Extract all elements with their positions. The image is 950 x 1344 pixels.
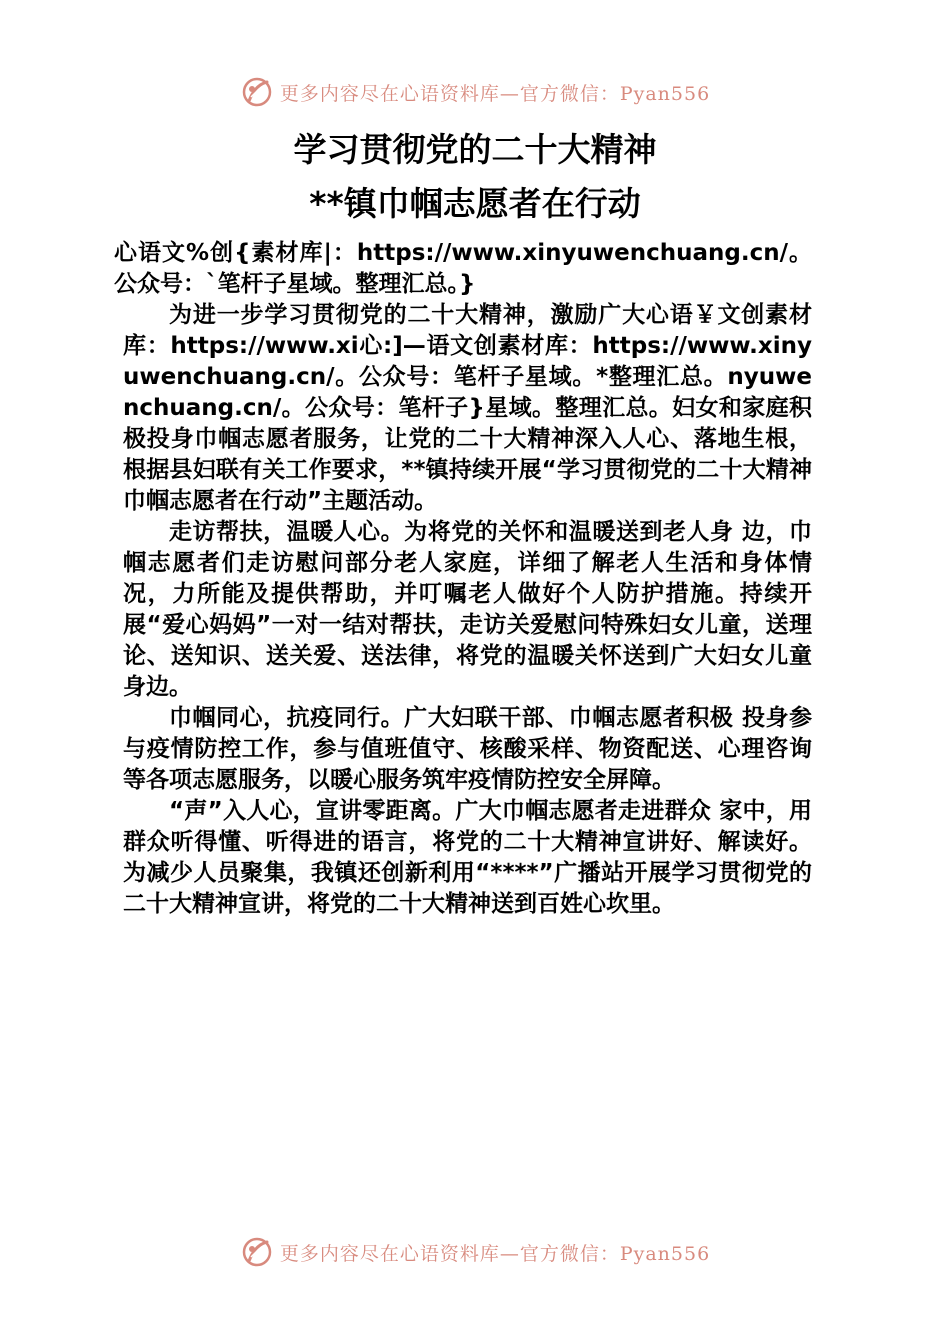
header-watermark-text: 更多内容尽在心语资料库—官方微信：Pyan556 bbox=[279, 82, 711, 105]
document-title: 学习贯彻党的二十大精神 bbox=[293, 130, 657, 169]
pen-swirl-logo-icon bbox=[240, 75, 274, 109]
header-watermark-banner bbox=[0, 70, 950, 114]
document-subtitle: **镇巾帼志愿者在行动 bbox=[309, 184, 641, 223]
paragraph-visit-assist: 走访帮扶，温暖人心。为将党的关怀和温暖送到老人身 边，巾帼志愿者们走访慰问部分老人家庭，详细了解老人生活和身体情况，力所能及提供帮助，并叮嘱老人做好个人防护措施。持续开展“爱心妈妈”一对一结对帮扶，走访关爱慰问特殊妇女儿童，送理论、送知识、送关爱、送法律，将党的温暖关怀送到广大妇女儿童身边。 bbox=[123, 519, 812, 700]
paragraph-intro: 为进一步学习贯彻党的二十大精神，激励广大心语￥文创素材库：https://www.xi心:]—语文创素材库：https://www.xinyuwenchuang.cn/。公众号：笔杆子星域。*整理汇总。nyuwenchuang.cn/。公众号：笔杆子}星域。整理汇总。妇女和家庭积极投身巾帼志愿者服务，让党的二十大精神深入人心、落地生根，根据县妇联有关工作要求，**镇持续开展“学习贯彻党的二十大精神 巾帼志愿者在行动”主题活动。 bbox=[123, 302, 812, 514]
paragraph-epidemic-control: 巾帼同心，抗疫同行。广大妇联干部、巾帼志愿者积极 投身参与疫情防控工作，参与值班值守、核酸采样、物资配送、心理咨询等各项志愿服务，以暖心服务筑牢疫情防控安全屏障。 bbox=[123, 705, 812, 793]
footer-watermark-banner bbox=[0, 1230, 950, 1274]
document-body bbox=[114, 238, 812, 920]
paragraph-outreach: “声”入人心，宣讲零距离。广大巾帼志愿者走进群众 家中，用群众听得懂、听得进的语言，将党的二十大精神宣讲好、解读好。为减少人员聚集，我镇还创新利用“****”广播站开展学习贯彻党的二十大精神宣讲，将党的二十大精神送到百姓心坎里。 bbox=[123, 798, 812, 917]
pen-swirl-logo-icon bbox=[240, 1235, 274, 1269]
footer-watermark-text: 更多内容尽在心语资料库—官方微信：Pyan556 bbox=[279, 1242, 711, 1265]
source-note: 心语文%创{素材库|：https://www.xinyuwenchuang.cn/。公众号：`笔杆子星域。整理汇总。} bbox=[114, 240, 812, 297]
